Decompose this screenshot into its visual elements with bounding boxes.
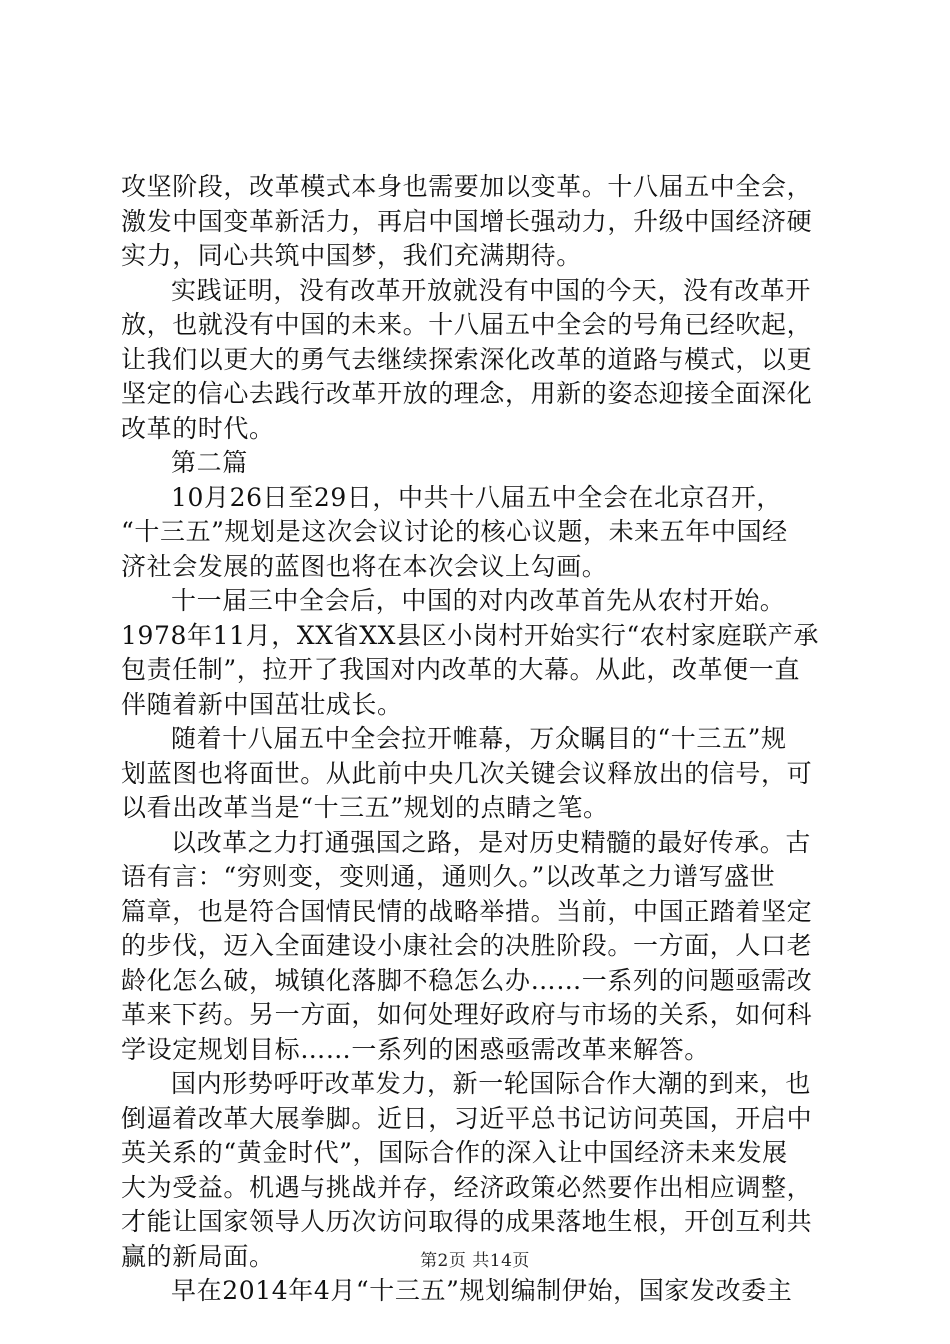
text-line: 革来下药。另一方面，如何处理好政府与市场的关系，如何科 <box>121 1000 813 1029</box>
text-line: 10月26日至29日，中共十八届五中全会在北京召开， <box>171 482 783 512</box>
text-line: 以改革之力打通强国之路，是对历史精髓的最好传承。古 <box>171 827 812 857</box>
text-line: 让我们以更大的勇气去继续探索深化改革的道路与模式，以更 <box>121 344 813 374</box>
paragraph-7 <box>121 1067 833 1274</box>
text-line: 倒逼着改革大展拳脚。近日，习近平总书记访问英国，开启中 <box>121 1103 813 1133</box>
document-body <box>121 170 833 1309</box>
text-line: 以看出改革当是“十三五”规划的点睛之笔。 <box>121 793 609 822</box>
paragraph-3 <box>121 481 833 585</box>
text-line: 随着十八届五中全会拉开帷幕，万众瞩目的“十三五”规 <box>171 724 787 753</box>
text-line: 国内形势呼吁改革发力，新一轮国际合作大潮的到来，也 <box>171 1069 812 1098</box>
text-line: 包责任制”，拉开了我国对内改革的大幕。从此，改革便一直 <box>121 655 800 684</box>
paragraph-2 <box>121 274 833 447</box>
text-line: 1978年11月，XX省XX县区小岗村开始实行“农村家庭联产承 <box>121 620 820 650</box>
text-line: 放，也就没有中国的未来。十八届五中全会的号角已经吹起， <box>121 310 813 339</box>
text-line: 实践证明，没有改革开放就没有中国的今天，没有改革开 <box>171 275 812 305</box>
text-line: 第二篇 <box>171 448 248 477</box>
section-heading <box>121 446 833 481</box>
paragraph-4 <box>121 584 833 722</box>
text-line: 改革的时代。 <box>121 413 275 443</box>
text-line: 十一届三中全会后，中国的对内改革首先从农村开始。 <box>171 586 786 615</box>
text-line: 学设定规划目标……一系列的困惑亟需改革来解答。 <box>121 1034 710 1064</box>
page-number-label: 第2页 共14页 <box>420 1251 530 1271</box>
text-line: 济社会发展的蓝图也将在本次会议上勾画。 <box>121 551 608 581</box>
text-line: 龄化怎么破，城镇化落脚不稳怎么办……一系列的问题亟需改 <box>121 965 813 995</box>
paragraph-5 <box>121 722 833 826</box>
text-line: 伴随着新中国茁壮成长。 <box>121 689 403 719</box>
text-line: 坚定的信心去践行改革开放的理念，用新的姿态迎接全面深化 <box>121 379 813 408</box>
text-line: 的步伐，迈入全面建设小康社会的决胜阶段。一方面，人口老 <box>121 931 813 960</box>
text-line: 语有言：“穷则变，变则通，通则久。”以改革之力谱写盛世 <box>121 862 776 891</box>
text-line: 划蓝图也将面世。从此前中央几次关键会议释放出的信号，可 <box>121 758 813 788</box>
text-line: 早在2014年4月“十三五”规划编制伊始，国家发改委主 <box>171 1276 793 1305</box>
text-line: “十三五”规划是这次会议讨论的核心议题，未来五年中国经 <box>121 517 788 546</box>
text-line: 英关系的“黄金时代”，国际合作的深入让中国经济未来发展 <box>121 1138 788 1167</box>
text-line: 激发中国变革新活力，再启中国增长强动力，升级中国经济硬 <box>121 206 813 236</box>
paragraph-1 <box>121 170 833 274</box>
text-line: 实力，同心共筑中国梦，我们充满期待。 <box>121 241 582 270</box>
text-line: 大为受益。机遇与挑战并存，经济政策必然要作出相应调整， <box>121 1172 813 1202</box>
text-line: 才能让国家领导人历次访问取得的成果落地生根，开创互利共 <box>121 1207 813 1236</box>
text-line: 篇章，也是符合国情民情的战略举措。当前，中国正踏着坚定 <box>121 896 813 926</box>
paragraph-6 <box>121 826 833 1068</box>
text-line: 赢的新局面。 <box>121 1241 275 1271</box>
paragraph-8 <box>121 1274 833 1309</box>
text-line: 攻坚阶段，改革模式本身也需要加以变革。十八届五中全会， <box>121 172 813 201</box>
page-footer <box>0 1246 950 1271</box>
